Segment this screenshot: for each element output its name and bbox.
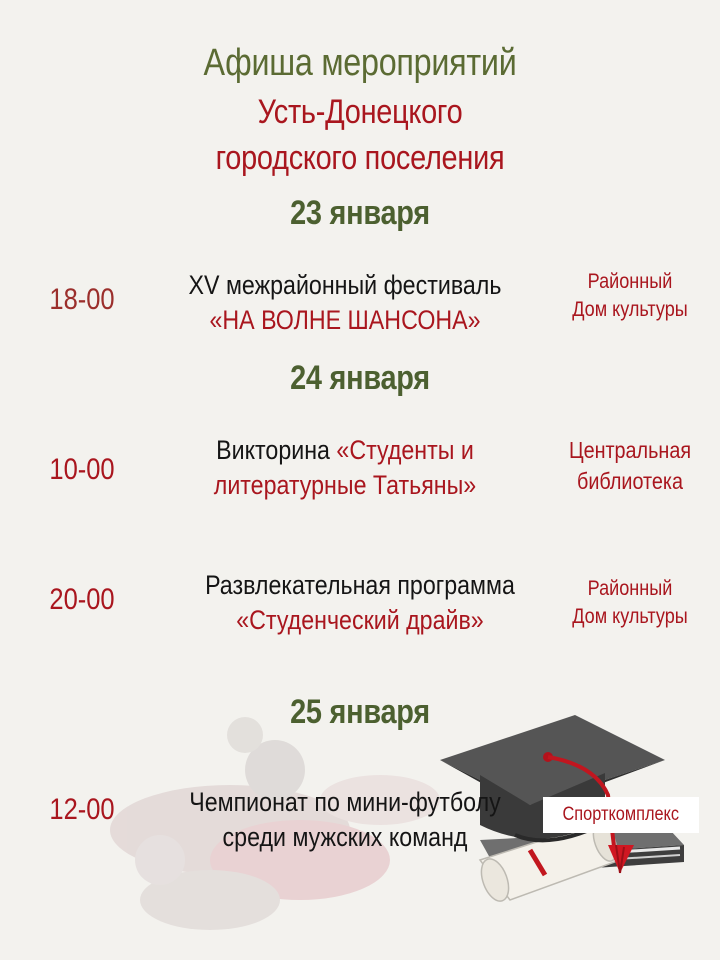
venue-line: Спорткомплекс <box>562 804 680 825</box>
event-venue <box>543 797 699 833</box>
venue-line: Районный <box>587 577 673 600</box>
venue-line: Дом культуры <box>572 605 688 629</box>
event-title-highlight: литературные Татьяны» <box>213 469 477 500</box>
event-title <box>177 433 512 502</box>
venue-line: Районный <box>587 270 673 293</box>
event-venue <box>557 435 703 497</box>
venue-line: Центральная <box>568 437 692 463</box>
event-venue <box>557 575 703 632</box>
event-title-highlight: «Студенты и <box>336 435 474 465</box>
event-title-highlight: «Студенческий драйв» <box>236 604 484 635</box>
poster-subtitle-line2: городского поселения <box>215 139 505 177</box>
venue-line: библиотека <box>577 468 683 495</box>
event-title-text: Викторина <box>216 435 330 465</box>
event-title-text: Чемпионат по мини-футболу <box>189 787 501 817</box>
date-heading: 25 января <box>290 693 430 731</box>
event-time: 12-00 <box>49 793 115 826</box>
event-time: 10-00 <box>49 453 115 486</box>
venue-line: Дом культуры <box>572 298 688 322</box>
event-title <box>177 268 512 337</box>
event-title <box>179 568 540 637</box>
event-title <box>169 785 522 854</box>
poster-subtitle-line1: Усть-Донецкого <box>257 93 463 131</box>
event-title-highlight: «НА ВОЛНЕ ШАНСОНА» <box>209 304 481 335</box>
event-title-text: среди мужских команд <box>222 821 468 852</box>
date-heading: 23 января <box>290 194 430 232</box>
poster-title: Афиша мероприятий <box>203 42 517 84</box>
event-time: 18-00 <box>49 283 115 316</box>
date-heading: 24 января <box>290 359 430 397</box>
event-time: 20-00 <box>49 583 115 616</box>
event-venue <box>557 268 703 325</box>
event-title-text: XV межрайонный фестиваль <box>188 270 502 300</box>
event-title-text: Развлекательная программа <box>205 570 515 600</box>
